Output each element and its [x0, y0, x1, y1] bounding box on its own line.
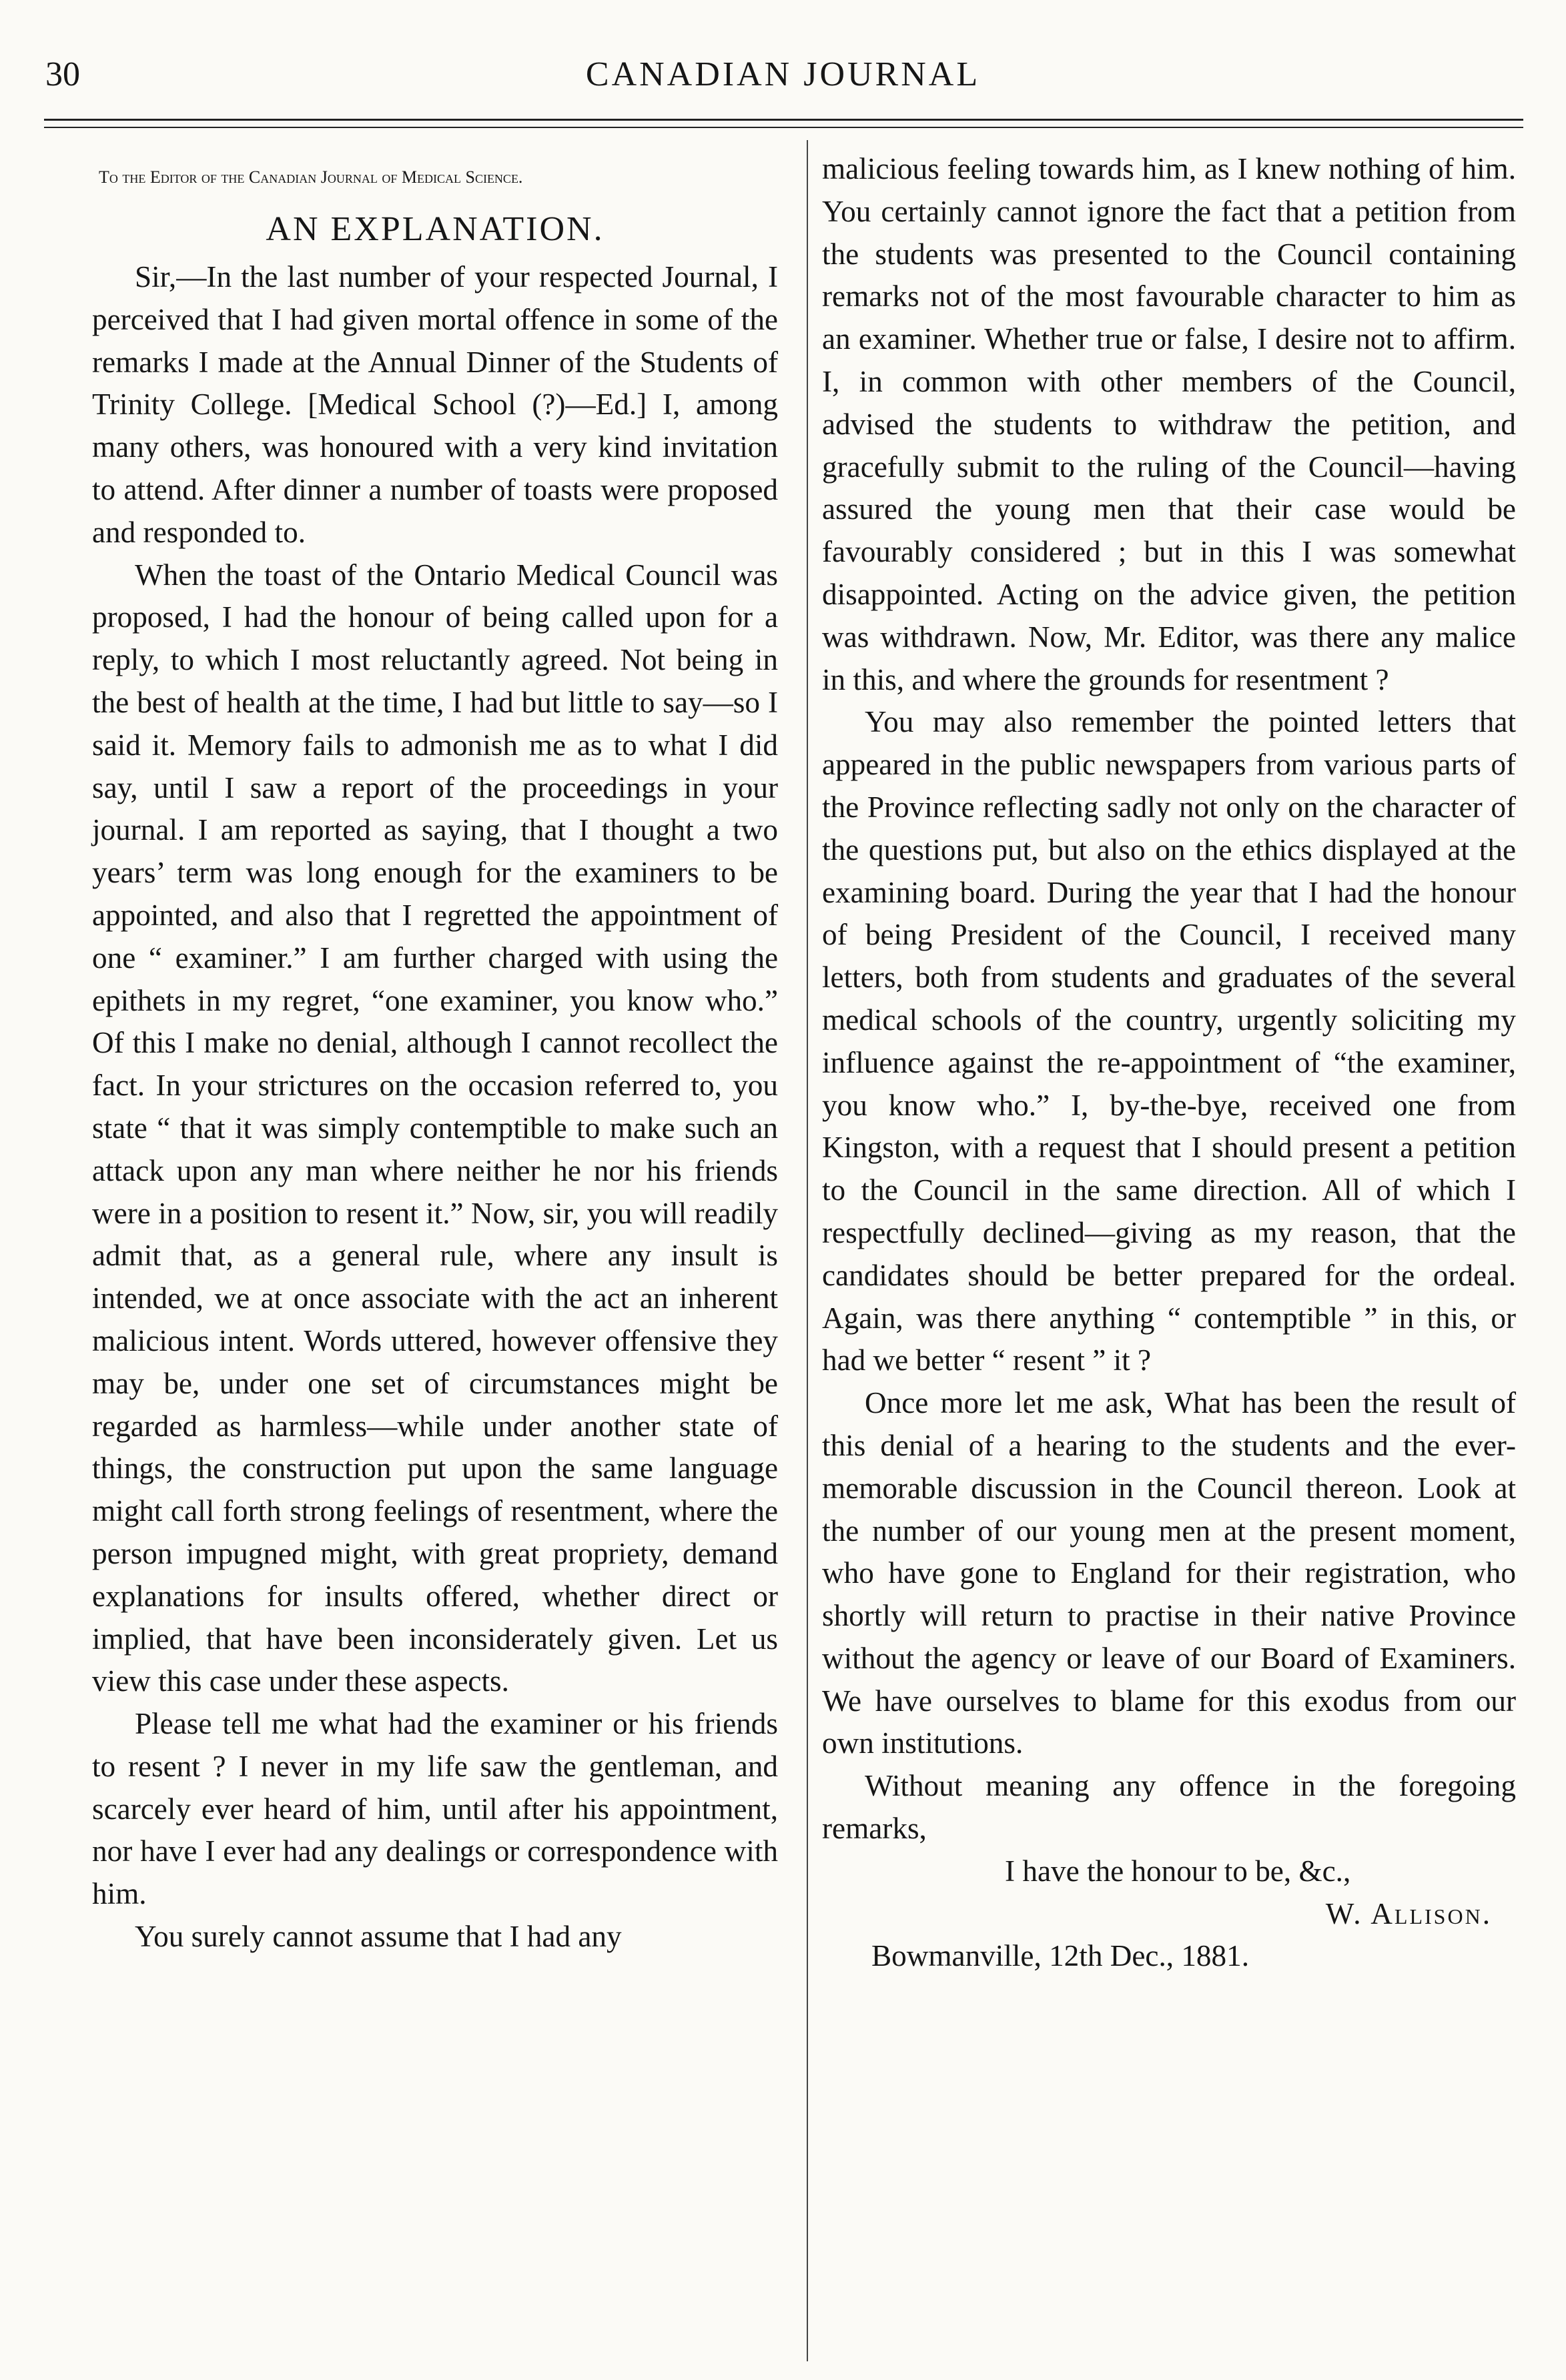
page-number: 30 — [45, 55, 80, 93]
paragraph: You surely cannot assume that I had any — [135, 1920, 622, 1954]
paragraph: Please tell me what had the examiner or his friends to resent ? I never in my life saw the gentleman, and scarcely ever heard of him, until after his appointment, nor have I ever had any dealings or correspondence with him. — [92, 1707, 778, 1911]
header-rule — [44, 119, 1523, 121]
paragraph: malicious feeling towards him, as I knew nothing of him. You certainly cannot ignore the fact that a petition from the students was presented to the Council containing remarks not of the most favourable character to him as an examiner. Whether true or false, I desire not to affirm. I, in common with other members of the Council, advised the students to withdraw the petition, and gracefully submit to the ruling of the Council—having assured the young men that their case would be favourably considered ; but in this I was somewhat disappointed. Acting on the advice given, the petition was withdrawn. Now, Mr. Editor, was there any malice in this, and where the grounds for resentment ? — [822, 152, 1516, 696]
running-head: CANADIAN JOURNAL — [585, 55, 981, 93]
paragraph: Once more let me ask, What has been the result of this denial of a hearing to the students and the ever-memorable discussion in the Council thereon. Look at the number of our young men at the present moment, who have gone to England for their registration, who shortly will return to practise in their native Province without the agency or leave of our Board of Examiners. We have ourselves to blame for this exodus from our own institutions. — [822, 1386, 1516, 1760]
column-divider — [807, 140, 808, 2361]
paragraph: Sir,—In the last number of your respected Journal, I perceived that I had given mortal offence in some of the remarks I made at the Annual Dinner of the Students of Trinity College. [Medical School (?)—Ed.] I, among many others, was honoured with a very kind invitation to attend. After dinner a number of toasts were proposed and responded to. — [92, 260, 778, 549]
signature: W. Allison. — [1325, 1896, 1492, 1930]
closing-line: I have the honour to be, &c., — [1005, 1854, 1351, 1888]
header-rule-thin — [44, 127, 1523, 128]
place-date: Bowmanville, 12th Dec., 1881. — [871, 1939, 1250, 1973]
right-column — [822, 148, 1516, 1978]
paragraph: Without meaning any offence in the foregoing remarks, — [822, 1769, 1516, 1846]
article-title: AN EXPLANATION. — [266, 210, 605, 248]
paragraph: When the toast of the Ontario Medical Council was proposed, I had the honour of being called upon for a reply, to which I most reluctantly agreed. Not being in the best of health at the time, I had but little to say—so I said it. Memory fails to admonish me as to what I did say, until I saw a report of the proceedings in your journal. I am reported as saying, that I thought a two years’ term was long enough for the examiners to be appointed, and also that I regretted the appointment of one “ examiner.” I am further charged with using the epithets in my regret, “one examiner, you know who.” Of this I make no denial, although I cannot recollect the fact. In your strictures on the occasion referred to, you state “ that it was simply contemptible to make such an attack upon any man where neither he nor his friends were in a position to resent it.” Now, sir, you will readily admit that, as a general rule, where any insult is intended, we at once associate with the act an inherent malicious intent. Words uttered, however offensive they may be, under one set of circumstances might be regarded as harmless—while under another state of things, the construction put upon the same language might call forth strong feelings of resentment, where the person impugned might, with great propriety, demand explanations for insults offered, whether direct or implied, that have been inconsiderately given. Let us view this case under these aspects. — [92, 558, 778, 1698]
left-column — [92, 148, 778, 1958]
paragraph: You may also remember the pointed letters that appeared in the public newspapers from various parts of the Province reflecting sadly not only on the character of the questions put, but also on the ethics displayed at the examining board. During the year that I had the honour of being President of the Council, I received many letters, both from students and graduates of the several medical schools of the country, urgently soliciting my influence against the re-appointment of “the examiner, you know who.” I, by-the-bye, received one from Kingston, with a request that I should present a petition to the Council in the same direction. All of which I respectfully declined—giving as my reason, that the candidates should be better prepared for the ordeal. Again, was there anything “ contemptible ” in this, or had we better “ resent ” it ? — [822, 705, 1516, 1377]
addressee-line: To the Editor of the Canadian Journal of Medical Science. — [99, 167, 523, 187]
